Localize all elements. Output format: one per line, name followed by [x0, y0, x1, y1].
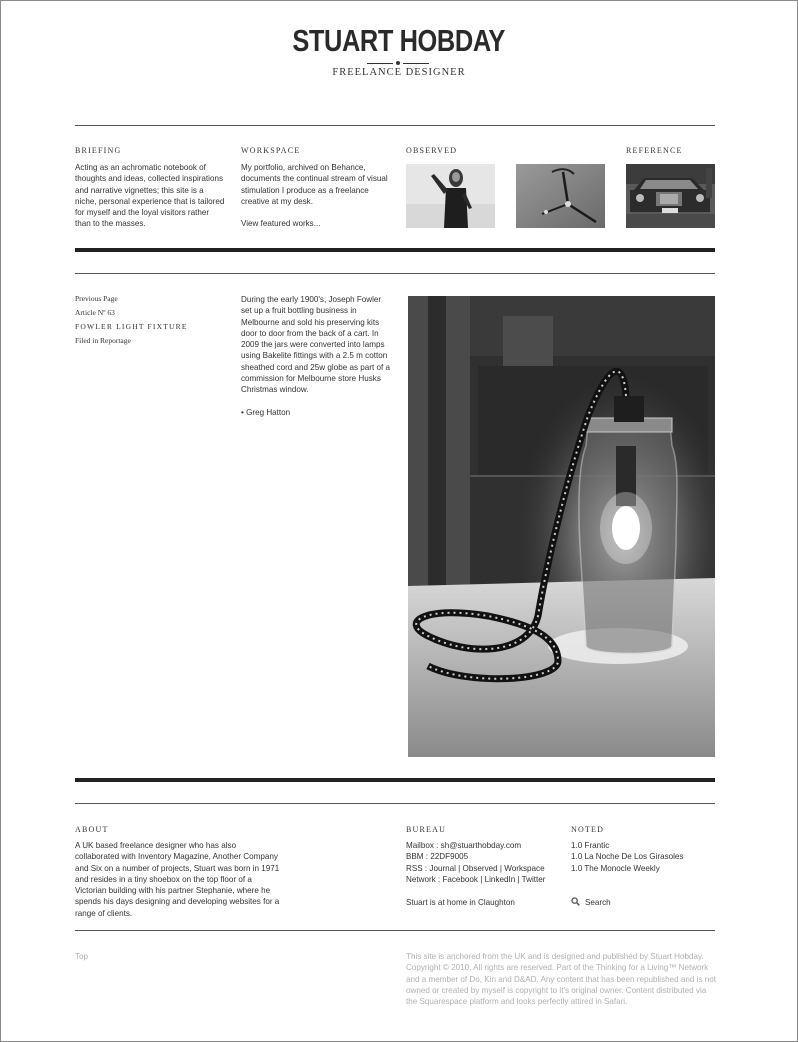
bureau-heading: BUREAU: [406, 825, 447, 834]
search-label: Search: [585, 898, 611, 907]
workspace-heading: WORKSPACE: [241, 146, 301, 155]
filed-in-link[interactable]: Filed in Reportage: [75, 336, 131, 345]
divider: [75, 803, 715, 804]
separator: |: [515, 875, 522, 884]
article-body: During the early 1900's, Joseph Fowler set up a fruit bottling business in Melbourne and sold his preserving kits door to door from the back of a cart. In 2009 the jars were converted into lamps using Bakelite fittings with a 2.5 m cotton sheathed cord and 25w globe as part of a commission for Melbourne store Husks Christmas window.: [241, 295, 390, 395]
about-heading: ABOUT: [75, 825, 109, 834]
noted-item[interactable]: 1.0 Frantic: [571, 841, 610, 850]
briefing-text: Acting as an achromatic notebook of thoughts and ideas, collected inspirations and narrative vignettes; this site is a niche, personal experience that is tailored for myself and the loyal visitors rather than to the masses.: [75, 163, 225, 229]
workspace-text: My portfolio, archived on Behance, documents the continual stream of visual stimulation I produce as a freelance creative at my desk.: [241, 163, 388, 206]
back-to-top-link[interactable]: Top: [75, 952, 89, 961]
location-status: Stuart is at home in Claughton: [406, 898, 515, 907]
linkedin-link[interactable]: LinkedIn: [484, 875, 516, 884]
rss-workspace-link[interactable]: Workspace: [504, 864, 545, 873]
reference-thumb-car[interactable]: [626, 164, 715, 228]
observed-thumb-bicycle[interactable]: [516, 164, 605, 228]
site-name[interactable]: STUART HOBDAY: [292, 23, 506, 58]
search-button[interactable]: [571, 897, 651, 908]
previous-page-link[interactable]: Previous Page: [75, 294, 118, 303]
mailbox-label: Mailbox :: [406, 841, 441, 850]
separator: |: [497, 864, 505, 873]
rss-journal-link[interactable]: Journal: [429, 864, 456, 873]
noted-item[interactable]: 1.0 The Monocle Weekly: [571, 864, 660, 873]
bureau-rss-line: [406, 863, 566, 874]
divider-thick: [75, 248, 715, 252]
bureau-bbm: BBM : 22DF9005: [406, 852, 469, 861]
bureau-network-line: [406, 874, 566, 885]
noted-item[interactable]: 1.0 La Noche De Los Girasoles: [571, 852, 684, 861]
divider: [75, 273, 715, 274]
copyright-notice: This site is anchored from the UK and is designed and published by Stuart Hobday. Copyright © 2010. All rights are reserved. Part of the Thinking for a Living™ Network and a member of Do, Kin and D&AD. Any content that has been republished and is not owned or created by myself is copyright to it's original owner. Content distributed via the Squarespace platform and looks perfectly attired in Safari.: [406, 952, 717, 1007]
article-photo-jar-lamp: [408, 296, 715, 757]
noted-heading: NOTED: [571, 825, 605, 834]
twitter-link[interactable]: Twitter: [521, 875, 546, 884]
article-title: FOWLER LIGHT FIXTURE: [75, 322, 188, 331]
site-logo[interactable]: [0, 24, 798, 58]
divider-thick: [75, 778, 715, 782]
article-number: Article Nº 63: [75, 308, 115, 317]
divider: [75, 930, 715, 931]
reference-heading: REFERENCE: [626, 146, 683, 155]
facebook-link[interactable]: Facebook: [442, 875, 478, 884]
article-author: • Greg Hatton: [241, 408, 291, 417]
divider: [75, 125, 715, 126]
view-featured-works-link[interactable]: View featured works...: [241, 219, 321, 228]
network-label: Network :: [406, 875, 443, 884]
bureau-mailbox-line: [406, 840, 566, 851]
briefing-heading: BRIEFING: [75, 146, 122, 155]
mailbox-email-link[interactable]: sh@stuarthobday.com: [440, 841, 522, 850]
observed-thumb-woman[interactable]: [406, 164, 495, 228]
separator: |: [455, 864, 463, 873]
observed-heading: OBSERVED: [406, 146, 458, 155]
search-icon: [571, 897, 580, 906]
site-tagline: FREELANCE DESIGNER: [332, 67, 466, 78]
separator: |: [477, 875, 485, 884]
about-text: A UK based freelance designer who has also collaborated with Inventory Magazine, Another Company and Six on a number of projects, Stuart was born in 1971 and resides in a tiny shoebox on the top floor of a Victorian building with his partner Stephanie, where he spends his days designing and developing websites for a range of clients.: [75, 841, 280, 918]
rss-observed-link[interactable]: Observed: [462, 864, 498, 873]
rss-label: RSS :: [406, 864, 430, 873]
